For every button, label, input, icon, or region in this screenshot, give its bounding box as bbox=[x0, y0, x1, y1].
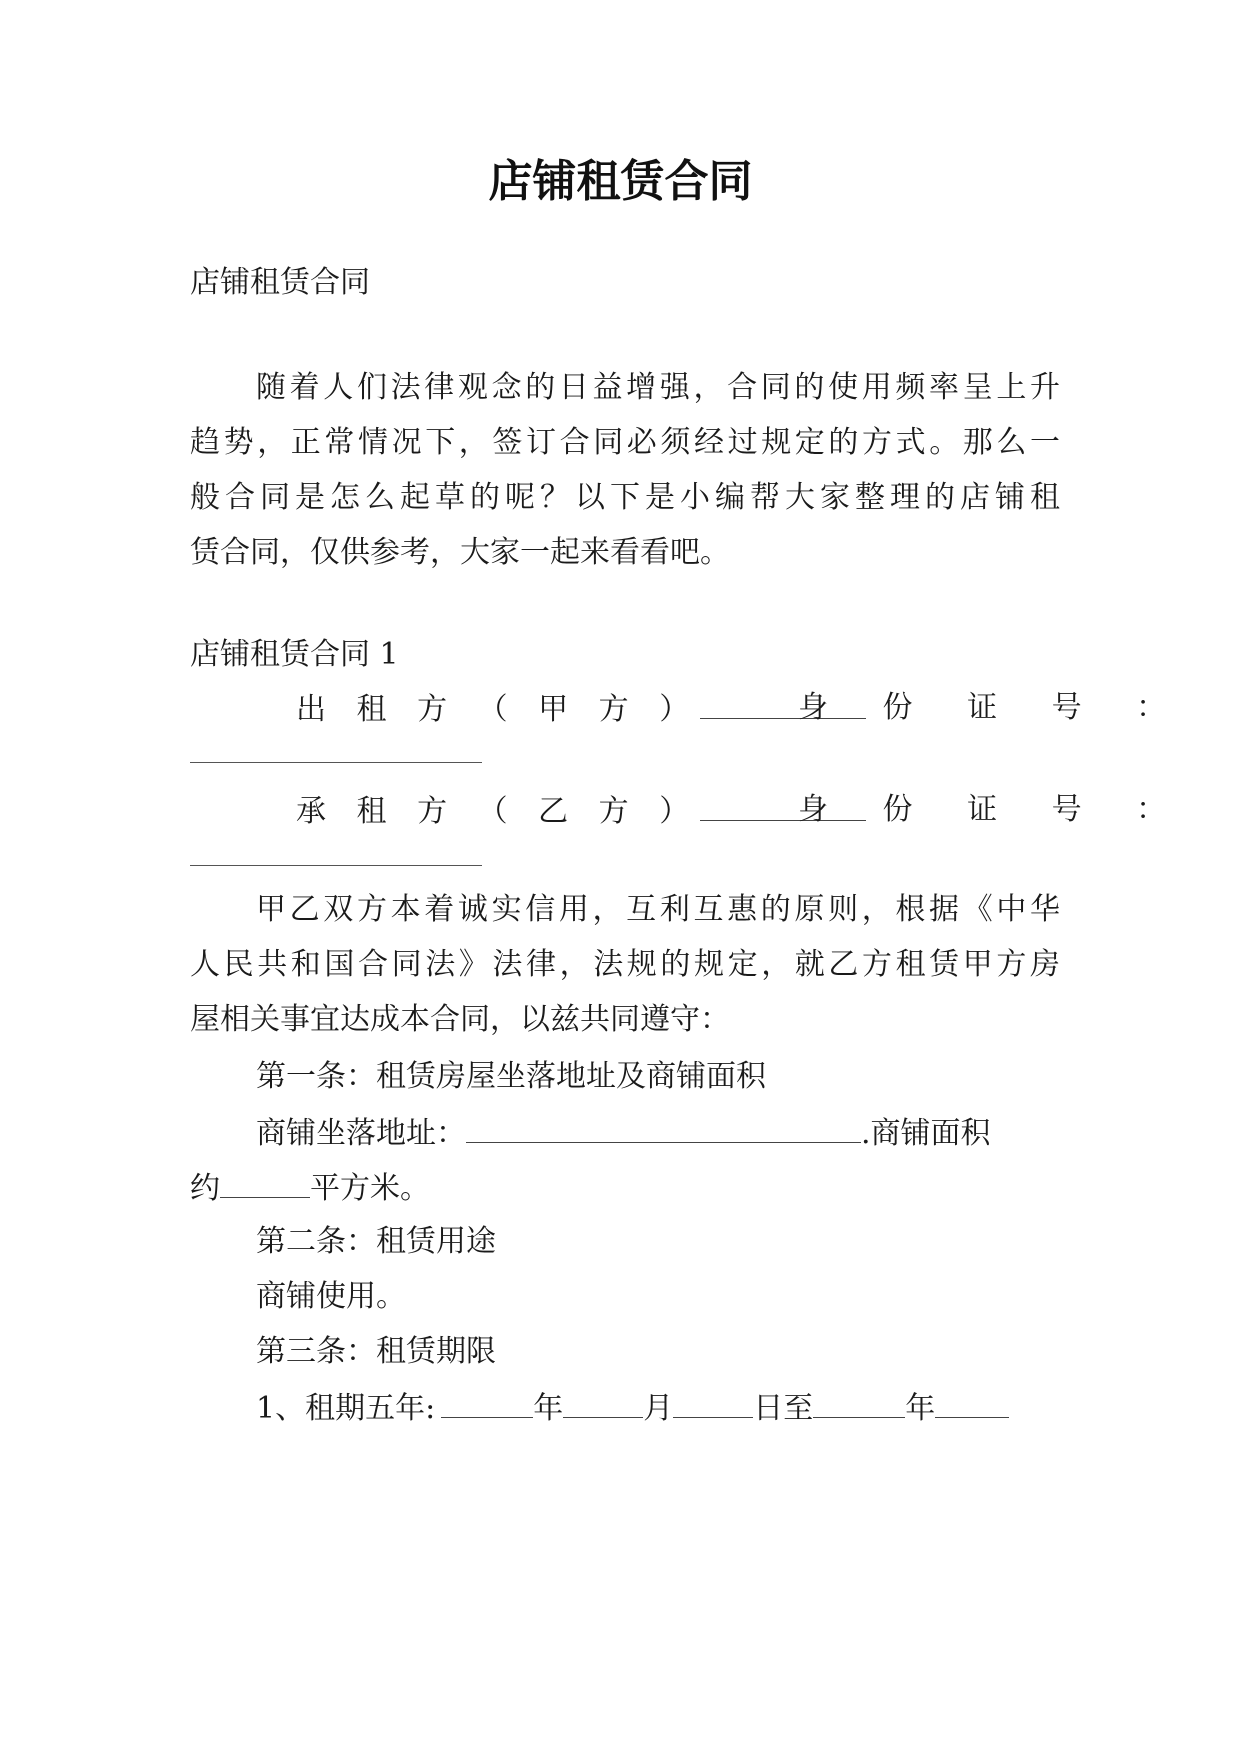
address-label: 商铺坐落地址： bbox=[256, 1116, 466, 1151]
lessee-row bbox=[296, 790, 1189, 832]
article2-text: 商铺使用。 bbox=[256, 1279, 406, 1314]
term-start-year-blank bbox=[441, 1387, 533, 1418]
area-row bbox=[190, 1167, 1060, 1209]
area-blank bbox=[220, 1167, 310, 1198]
lessor-row bbox=[296, 688, 1189, 730]
area-prefix: 约 bbox=[190, 1171, 220, 1206]
lessee-id-label: 身 份 证 号 ： bbox=[798, 792, 1189, 827]
article3-heading: 第三条：租赁期限 bbox=[256, 1334, 496, 1369]
address-row bbox=[256, 1112, 1060, 1154]
term-start-month-blank bbox=[563, 1387, 643, 1418]
term-end-month-blank bbox=[935, 1387, 1009, 1418]
term-day-to-label: 日至 bbox=[753, 1391, 814, 1426]
area-label: .商铺面积 bbox=[861, 1116, 991, 1151]
area-unit: 平方米。 bbox=[310, 1171, 430, 1206]
term-row bbox=[256, 1387, 1060, 1429]
intro-line: 般合同是怎么起草的呢？以下是小编帮大家整理的店铺租 bbox=[190, 480, 1060, 515]
term-start-day-blank bbox=[673, 1387, 753, 1418]
term-end-year-blank bbox=[813, 1387, 905, 1418]
intro-line: 赁合同，仅供参考，大家一起来看看吧。 bbox=[190, 535, 730, 570]
preamble-line: 人民共和国合同法》法律，法规的规定，就乙方租赁甲方房 bbox=[190, 947, 1060, 982]
lessee-id-blank bbox=[190, 865, 482, 866]
term-year-label: 年 bbox=[533, 1391, 564, 1426]
term-year2-label: 年 bbox=[905, 1391, 936, 1426]
term-label: 1、租期五年: bbox=[256, 1391, 436, 1426]
lessor-label: 出 租 方 （ 甲 方 ） bbox=[296, 692, 700, 727]
address-blank bbox=[466, 1112, 861, 1143]
preamble-line: 甲乙双方本着诚实信用，互利互惠的原则，根据《中华 bbox=[256, 892, 1060, 927]
document-subtitle: 店铺租赁合同 bbox=[190, 265, 370, 300]
lessee-label: 承 租 方 （ 乙 方 ） bbox=[296, 794, 700, 829]
intro-line: 趋势，正常情况下，签订合同必须经过规定的方式。那么一 bbox=[190, 425, 1060, 460]
lessor-id-blank bbox=[190, 762, 482, 763]
article2-heading: 第二条：租赁用途 bbox=[256, 1224, 496, 1259]
preamble-line: 屋相关事宜达成本合同，以兹共同遵守： bbox=[190, 1002, 730, 1037]
article1-heading: 第一条：租赁房屋坐落地址及商铺面积 bbox=[256, 1059, 766, 1094]
term-month-label: 月 bbox=[643, 1391, 674, 1426]
lessor-id-label: 身 份 证 号 ： bbox=[798, 690, 1189, 725]
section-heading: 店铺租赁合同 1 bbox=[190, 637, 399, 672]
intro-line: 随着人们法律观念的日益增强，合同的使用频率呈上升 bbox=[256, 370, 1060, 405]
document-title: 店铺租赁合同 bbox=[488, 156, 753, 207]
